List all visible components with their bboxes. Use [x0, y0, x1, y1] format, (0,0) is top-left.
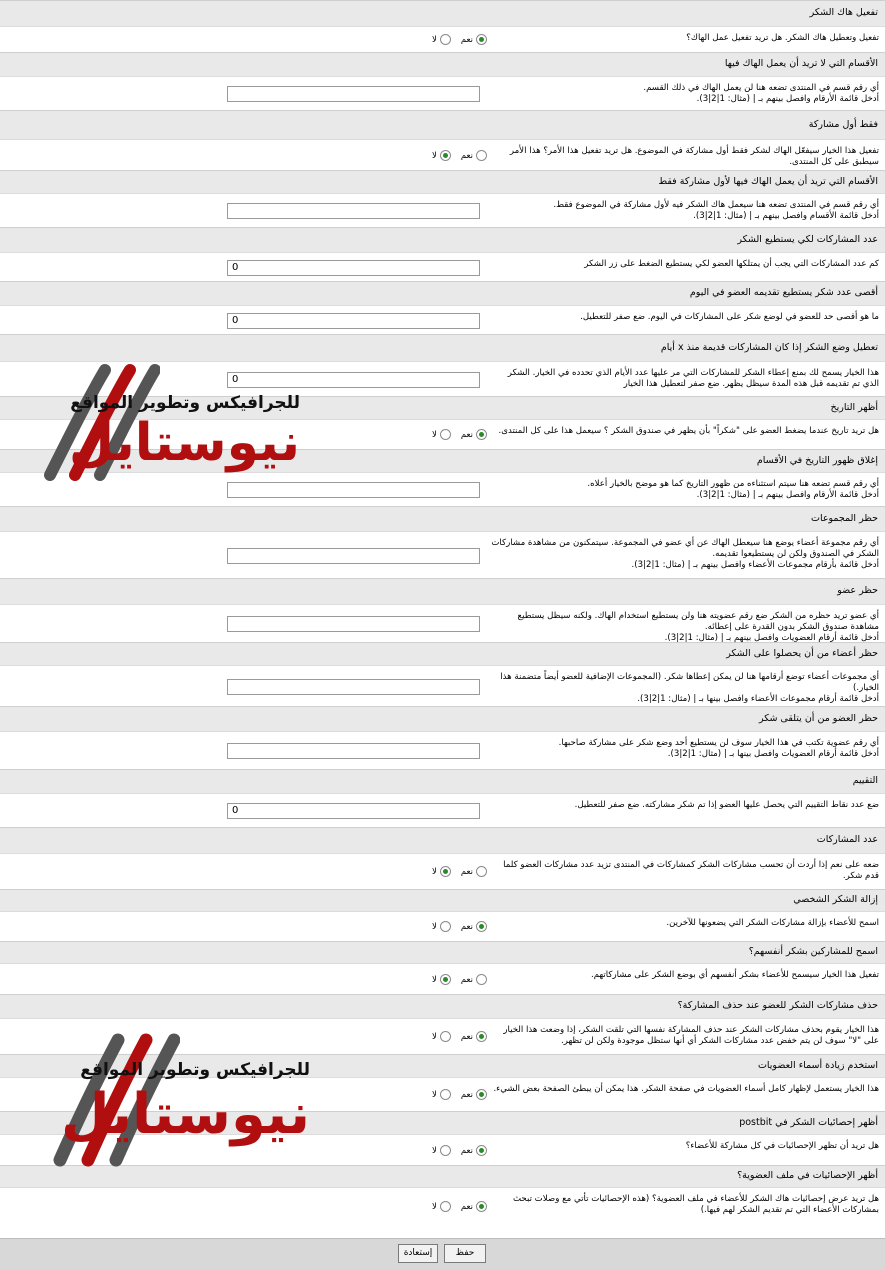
- description-line: هل تريد أن تظهر الإحصائيات في كل مشاركة للأعضاء؟: [685, 1141, 879, 1151]
- description-line: أدخل قائمة بأرقام مجموعات الأعضاء وافصل بينهم بـ | (مثال: 1|2|3).: [631, 560, 879, 570]
- setting-header: حظر أعضاء من أن يحصلوا على الشكر: [0, 642, 885, 665]
- yes-option[interactable]: [461, 1201, 487, 1212]
- setting-header: أظهر إحصائيات الشكر في postbit: [0, 1111, 885, 1134]
- radio-label: لا: [432, 150, 437, 161]
- radio-yes-icon[interactable]: [476, 1031, 487, 1042]
- yes-no-radio-group: [422, 1031, 487, 1042]
- description-line: هذا الخيار يسمح لك بمنع إعطاء الشكر للمشاركات التي مر عليها عدد الأيام الذي تحدده في الخيار. الشكر الذي تم تقديمه قبل هذه المدة سيظل يظهر. ضع صفر لتعطيل هذا الخيار: [507, 368, 879, 389]
- yes-option[interactable]: [461, 1089, 487, 1100]
- setting-section: [0, 769, 885, 827]
- setting-description: [491, 83, 879, 105]
- description-line: هل تريد عرض إحصائيات هاك الشكر للأعضاء في ملف العضوية؟ (هذه الإحصائيات تأتي مع وصلات تبحث بمشاركات الأعضاء التي تم تقديم الشكر لهم فيها.): [512, 1194, 879, 1215]
- radio-yes-icon[interactable]: [476, 866, 487, 877]
- watermark-slogan: للجرافيكس وتطوير المواقع: [70, 393, 300, 413]
- watermark-name: نيوستايل: [61, 1082, 310, 1147]
- setting-section: [0, 0, 885, 52]
- no-option[interactable]: [432, 1089, 451, 1100]
- radio-label: نعم: [460, 1089, 473, 1100]
- setting-row: [0, 1187, 885, 1225]
- description-line: أي عضو تريد حظره من الشكر ضع رقم عضويته هنا ولن يستطيع استخدام الهاك. ولكنه سيظل يستطيع مشاهدة صندوق الشكر بدون القدرة على إعطائه.: [517, 611, 879, 632]
- setting-row: [0, 252, 885, 281]
- setting-section: [0, 941, 885, 994]
- radio-yes-icon[interactable]: [476, 150, 487, 161]
- radio-label: لا: [432, 974, 437, 985]
- radio-yes-icon[interactable]: [476, 1089, 487, 1100]
- description-line: أي رقم قسم في المنتدى تضعه هنا سيعمل هاك الشكر فيه لأول مشاركة في الموضوع فقط.: [553, 200, 879, 210]
- setting-header: حظر عضو: [0, 578, 885, 604]
- setting-text-input[interactable]: [227, 548, 480, 564]
- no-option[interactable]: [432, 429, 451, 440]
- description-line: هل تريد تاريخ عندما يضغط العضو على "شكراً" بأن يظهر في صندوق الشكر ؟ سيعمل هذا على كل المنتدى.: [498, 426, 879, 436]
- setting-description: [491, 1084, 879, 1095]
- setting-section: [0, 827, 885, 889]
- description-line: ما هو أقصى حد للعضو في لوضع شكر على المشاركات في اليوم. ضع صفر للتعطيل.: [580, 312, 879, 322]
- radio-label: لا: [432, 34, 437, 45]
- description-line: أدخل قائمة أرقام العضويات وافصل بينهم بـ | (مثال: 1|2|3).: [664, 633, 879, 643]
- setting-description: [491, 200, 879, 222]
- watermark-name: نيوستايل: [68, 413, 300, 473]
- setting-text-input[interactable]: [227, 743, 480, 759]
- setting-row: [0, 26, 885, 52]
- setting-row: [0, 731, 885, 769]
- setting-description: [491, 259, 879, 270]
- setting-row: [0, 853, 885, 889]
- radio-no-icon[interactable]: [440, 150, 451, 161]
- radio-label: لا: [432, 1145, 437, 1156]
- description-line: تفعيل هذا الخيار سيسمح للأعضاء بشكر أنفسهم أي بوضع الشكر على مشاركاتهم.: [590, 970, 879, 980]
- no-option[interactable]: [432, 150, 451, 161]
- watermark-slogan: للجرافيكس وتطوير المواقع: [80, 1060, 310, 1080]
- setting-header: حذف مشاركات الشكر للعضو عند حذف المشاركة؟: [0, 994, 885, 1018]
- radio-no-icon[interactable]: [440, 34, 451, 45]
- radio-label: نعم: [460, 150, 473, 161]
- description-line: أدخل قائمة أرقام مجموعات الأعضاء وافصل بينها بـ | (مثال: 1|2|3).: [637, 694, 879, 704]
- setting-text-input[interactable]: 0: [227, 372, 480, 388]
- setting-text-input[interactable]: [227, 679, 480, 695]
- setting-header: الأقسام التي لا تريد أن يعمل الهاك فيها: [0, 52, 885, 76]
- save-button[interactable]: حفظ: [444, 1244, 486, 1263]
- setting-row: [0, 193, 885, 227]
- yes-no-radio-group: [422, 866, 487, 877]
- radio-label: نعم: [460, 1201, 473, 1212]
- description-line: أي رقم عضوية تكتب في هذا الخيار سوف لن يستطيع أحد وضع شكر على مشاركة صاحبها.: [558, 738, 879, 748]
- yes-no-radio-group: [422, 1145, 487, 1156]
- yes-no-radio-group: [422, 34, 487, 45]
- setting-section: [0, 170, 885, 227]
- description-line: اسمح للأعضاء بإزالة مشاركات الشكر التي يضعونها للآخرين.: [666, 918, 879, 928]
- setting-section: [0, 642, 885, 706]
- radio-label: لا: [432, 1089, 437, 1100]
- description-line: أي رقم قسم تضعه هنا سيتم استثناءه من ظهور التاريخ كما هو موضح بالخيار أعلاه.: [587, 479, 879, 489]
- yes-option[interactable]: [461, 921, 487, 932]
- no-option[interactable]: [432, 866, 451, 877]
- setting-header: إزالة الشكر الشخصي: [0, 889, 885, 911]
- radio-label: لا: [432, 1201, 437, 1212]
- radio-no-icon[interactable]: [440, 1201, 451, 1212]
- radio-label: لا: [432, 921, 437, 932]
- yes-no-radio-group: [422, 974, 487, 985]
- radio-yes-icon[interactable]: [476, 974, 487, 985]
- setting-header: تعطيل وضع الشكر إذا كان المشاركات قديمة منذ x أيام: [0, 334, 885, 361]
- radio-label: نعم: [460, 1031, 473, 1042]
- no-option[interactable]: [432, 974, 451, 985]
- setting-row: [0, 531, 885, 578]
- description-line: أدخل قائمة أرقام العضويات وافصل بينها بـ | (مثال: 1|2|3).: [667, 749, 879, 759]
- yes-option[interactable]: [461, 34, 487, 45]
- yes-no-radio-group: [422, 1201, 487, 1212]
- radio-no-icon[interactable]: [440, 974, 451, 985]
- setting-description: [491, 146, 879, 168]
- setting-description: [491, 368, 879, 390]
- setting-row: [0, 793, 885, 827]
- radio-no-icon[interactable]: [440, 429, 451, 440]
- setting-description: [491, 1141, 879, 1152]
- radio-label: لا: [432, 429, 437, 440]
- description-line: أي رقم مجموعة أعضاء يوضع هنا سيعطل الهاك عن أي عضو في المجموعة. سيتمكنون من مشاهدة مشاركات الشكر في الصندوق ولكن لن يستطيعوا تقديمه.: [491, 538, 879, 559]
- setting-row: [0, 76, 885, 110]
- setting-description: [491, 312, 879, 323]
- radio-no-icon[interactable]: [440, 921, 451, 932]
- radio-no-icon[interactable]: [440, 1089, 451, 1100]
- setting-text-input[interactable]: 0: [227, 803, 480, 819]
- setting-section: [0, 506, 885, 578]
- setting-header: حظر العضو من أن يتلقى شكر: [0, 706, 885, 731]
- yes-option[interactable]: [461, 1145, 487, 1156]
- watermark-logo: [30, 355, 300, 485]
- setting-section: [0, 578, 885, 642]
- setting-description: [491, 738, 879, 760]
- setting-section: [0, 706, 885, 769]
- setting-description: [491, 1025, 879, 1047]
- yes-no-radio-group: [422, 1089, 487, 1100]
- description-line: تفعيل هذا الخيار سيفعّل الهاك لشكر فقط أول مشاركة في الموضوع. هل تريد تفعيل هذا الأمر؟ هذا الأمر سيطبق على كل المنتدى.: [509, 146, 879, 167]
- radio-no-icon[interactable]: [440, 1031, 451, 1042]
- radio-label: نعم: [460, 866, 473, 877]
- radio-yes-icon[interactable]: [476, 34, 487, 45]
- description-line: أدخل قائمة الأقسام وافصل بينهم بـ | (مثال: 1|2|3).: [693, 211, 879, 221]
- reset-button[interactable]: إستعادة: [398, 1244, 438, 1263]
- yes-option[interactable]: [461, 1031, 487, 1042]
- radio-label: نعم: [460, 34, 473, 45]
- setting-header: حظر المجموعات: [0, 506, 885, 531]
- form-footer: [0, 1238, 885, 1270]
- setting-description: [491, 1194, 879, 1216]
- no-option[interactable]: [432, 921, 451, 932]
- description-line: هذا الخيار يقوم بحذف مشاركات الشكر عند حذف المشاركة نفسها التي تلقت الشكر، إذا وضعت هذا الخيار على "لا" سوف لن يتم خفض عدد مشاركات الشكر أي أنها ستظل موجودة ولكن لن تظهر.: [503, 1025, 879, 1046]
- setting-text-input[interactable]: 0: [227, 260, 480, 276]
- no-option[interactable]: [432, 1145, 451, 1156]
- watermark-logo-2: [40, 1020, 310, 1170]
- radio-yes-icon[interactable]: [476, 921, 487, 932]
- setting-row: [0, 604, 885, 642]
- radio-yes-icon[interactable]: [476, 1145, 487, 1156]
- setting-header: تفعيل هاك الشكر: [0, 0, 885, 26]
- radio-no-icon[interactable]: [440, 866, 451, 877]
- setting-header: التقييم: [0, 769, 885, 793]
- radio-label: نعم: [460, 974, 473, 985]
- setting-header: الأقسام التي تريد أن يعمل الهاك فيها لأول مشاركة فقط: [0, 170, 885, 193]
- radio-label: نعم: [460, 921, 473, 932]
- description-line: ضعه على نعم إذا أردت أن تحسب مشاركات الشكر كمشاركات في المنتدى تزيد عدد مشاركات العضو كلما قدم شكر.: [503, 860, 879, 881]
- radio-yes-icon[interactable]: [476, 1201, 487, 1212]
- setting-section: [0, 52, 885, 110]
- description-line: كم عدد المشاركات التي يجب أن يمتلكها العضو لكي يستطيع الضغط على زر الشكر: [584, 259, 879, 269]
- setting-header: فقط أول مشاركة: [0, 110, 885, 139]
- description-line: أدخل قائمة الأرقام وافصل بينهم بـ | (مثال: 1|2|3).: [696, 94, 879, 104]
- setting-section: [0, 281, 885, 334]
- description-line: تفعيل وتعطيل هاك الشكر. هل تريد تفعيل عمل الهاك؟: [686, 33, 879, 43]
- setting-row: [0, 665, 885, 706]
- setting-text-input[interactable]: [227, 616, 480, 632]
- setting-description: [491, 672, 879, 705]
- setting-section: [0, 110, 885, 170]
- yes-option[interactable]: [461, 974, 487, 985]
- setting-row: [0, 911, 885, 941]
- radio-yes-icon[interactable]: [476, 429, 487, 440]
- yes-no-radio-group: [422, 921, 487, 932]
- description-line: أدخل قائمة الأرقام وافصل بينهم بـ | (مثال: 1|2|3).: [696, 490, 879, 500]
- setting-description: [491, 479, 879, 501]
- setting-row: [0, 963, 885, 994]
- setting-description: [491, 860, 879, 882]
- setting-header: عدد المشاركات لكي يستطيع الشكر: [0, 227, 885, 252]
- setting-header: عدد المشاركات: [0, 827, 885, 853]
- setting-description: [491, 426, 879, 437]
- description-line: أي رقم قسم في المنتدى تضعه هنا لن يعمل الهاك في ذلك القسم.: [643, 83, 879, 93]
- setting-description: [491, 611, 879, 644]
- setting-description: [491, 538, 879, 571]
- radio-no-icon[interactable]: [440, 1145, 451, 1156]
- setting-description: [491, 970, 879, 981]
- setting-header: اسمح للمشاركين بشكر أنفسهم؟: [0, 941, 885, 963]
- description-line: ضع عدد نقاط التقييم التي يحصل عليها العضو إذا تم شكر مشاركته. ضع صفر للتعطيل.: [574, 800, 879, 810]
- yes-option[interactable]: [461, 866, 487, 877]
- no-option[interactable]: [432, 1031, 451, 1042]
- setting-text-input[interactable]: 0: [227, 313, 480, 329]
- setting-section: [0, 1165, 885, 1225]
- setting-header: أظهر الإحصائيات في ملف العضوية؟: [0, 1165, 885, 1187]
- radio-label: نعم: [460, 429, 473, 440]
- setting-header: إغلاق ظهور التاريخ في الأقسام: [0, 449, 885, 472]
- setting-description: [491, 800, 879, 811]
- setting-header: أظهر التاريخ: [0, 396, 885, 419]
- no-option[interactable]: [432, 34, 451, 45]
- setting-text-input[interactable]: [227, 203, 480, 219]
- description-line: أي مجموعات أعضاء توضع أرقامها هنا لن يمكن إعطاها شكر. (المجموعات الإضافية للعضو أيضاً متضمنة هذا الخيار.): [500, 672, 879, 693]
- radio-label: لا: [432, 866, 437, 877]
- radio-label: لا: [432, 1031, 437, 1042]
- yes-option[interactable]: [461, 150, 487, 161]
- setting-section: [0, 227, 885, 281]
- radio-label: نعم: [460, 1145, 473, 1156]
- setting-header: استخدم زيادة أسماء العضويات: [0, 1054, 885, 1077]
- setting-description: [491, 918, 879, 929]
- yes-no-radio-group: [422, 429, 487, 440]
- setting-row: [0, 305, 885, 334]
- setting-text-input[interactable]: [227, 86, 480, 102]
- yes-no-radio-group: [422, 150, 487, 161]
- yes-option[interactable]: [461, 429, 487, 440]
- setting-description: [491, 33, 879, 44]
- setting-row: [0, 139, 885, 170]
- setting-header: أقصى عدد شكر يستطيع تقديمه العضو في اليوم: [0, 281, 885, 305]
- setting-section: [0, 889, 885, 941]
- no-option[interactable]: [432, 1201, 451, 1212]
- description-line: هذا الخيار يستعمل لإظهار كامل أسماء العضويات في صفحة الشكر. هذا يمكن أن يبطئ الصفحة بعض الشيء.: [493, 1084, 879, 1094]
